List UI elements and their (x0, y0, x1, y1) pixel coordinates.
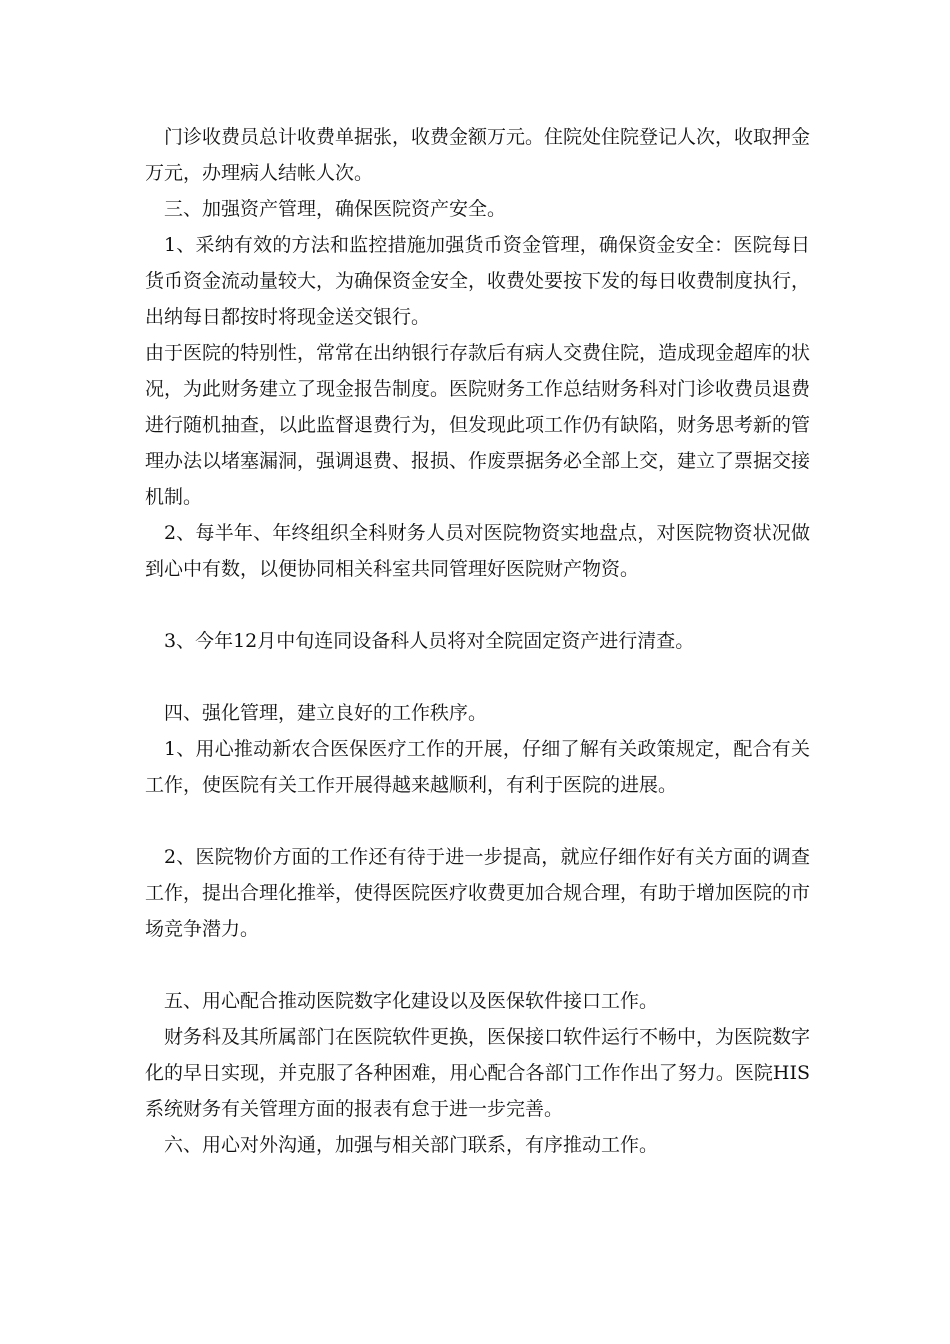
document-body (145, 119, 810, 1163)
paragraph-cash-report: 由于医院的特别性，常常在出纳银行存款后有病人交费住院，造成现金超库的状况，为此财务建立了现金报告制度。医院财务工作总结财务科对门诊收费员退费进行随机抽查，以此监督退费行为，但发现此项工作仍有缺陷，财务思考新的管理办法以堵塞漏洞，强调退费、报损、作废票据务必全部上交，建立了票据交接机制。 (145, 342, 811, 508)
paragraph-item-3-3: 3、今年12月中旬连同设备科人员将对全院固定资产进行清查。 (164, 630, 695, 652)
paragraph-item-3-2: 2、每半年、年终组织全科财务人员对医院物资实地盘点，对医院物资状况做到心中有数，以便协同相关科室共同管理好医院财产物资。 (145, 522, 810, 580)
heading-section-5: 五、用心配合推动医院数字化建设以及医保软件接口工作。 (164, 990, 659, 1012)
heading-section-6: 六、用心对外沟通，加强与相关部门联系，有序推动工作。 (164, 1134, 659, 1156)
paragraph-section-5-body: 财务科及其所属部门在医院软件更换，医保接口软件运行不畅中，为医院数字化的早日实现，并克服了各种困难，用心配合各部门工作作出了努力。医院HIS系统财务有关管理方面的报表有怠于进一步完善。 (145, 1026, 811, 1120)
paragraph-item-4-2: 2、医院物价方面的工作还有待于进一步提高，就应仔细作好有关方面的调查工作，提出合理化推举，使得医院医疗收费更加合规合理，有助于增加医院的市场竞争潜力。 (145, 846, 811, 940)
paragraph-item-4-1: 1、用心推动新农合医保医疗工作的开展，仔细了解有关政策规定，配合有关工作，使医院有关工作开展得越来越顺利，有利于医院的进展。 (145, 738, 810, 796)
paragraph-fees-summary: 门诊收费员总计收费单据张，收费金额万元。住院处住院登记人次，收取押金万元，办理病人结帐人次。 (145, 126, 811, 184)
paragraph-item-3-1: 1、采纳有效的方法和监控措施加强货币资金管理，确保资金安全：医院每日货币资金流动量较大，为确保资金安全，收费处要按下发的每日收费制度执行，出纳每日都按时将现金送交银行。 (145, 234, 811, 328)
heading-section-3: 三、加强资产管理，确保医院资产安全。 (164, 198, 507, 220)
heading-section-4: 四、强化管理，建立良好的工作秩序。 (164, 702, 488, 724)
